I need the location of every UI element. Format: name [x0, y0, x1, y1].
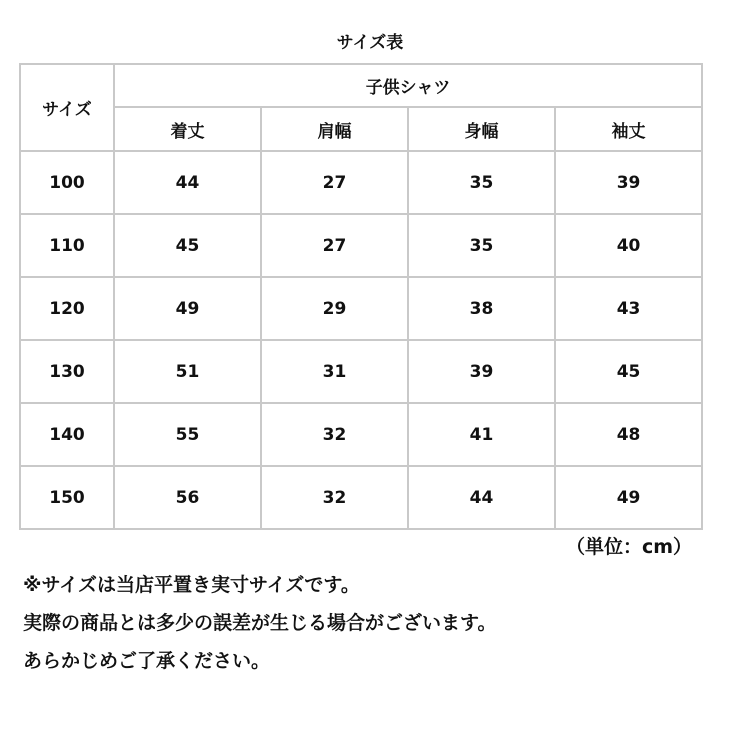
value-cell: 35: [408, 151, 555, 214]
value-cell: 44: [114, 151, 261, 214]
value-cell: 35: [408, 214, 555, 277]
size-cell: 100: [20, 151, 114, 214]
value-cell: 29: [261, 277, 408, 340]
table-row: [20, 151, 702, 214]
column-header-sleeve: 袖丈: [555, 107, 702, 151]
header-row-columns: [20, 107, 702, 151]
value-cell: 31: [261, 340, 408, 403]
value-cell: 27: [261, 214, 408, 277]
table-row: [20, 277, 702, 340]
size-cell: 110: [20, 214, 114, 277]
size-chart-title: サイズ表: [336, 33, 404, 53]
table-row: [20, 466, 702, 529]
note-line: ※サイズは当店平置き実寸サイズです。: [23, 574, 360, 596]
value-cell: 32: [261, 403, 408, 466]
size-cell: 120: [20, 277, 114, 340]
note-line: あらかじめご了承ください。: [23, 650, 271, 672]
value-cell: 32: [261, 466, 408, 529]
notes: [23, 566, 723, 680]
value-cell: 44: [408, 466, 555, 529]
value-cell: 45: [555, 340, 702, 403]
size-cell: 140: [20, 403, 114, 466]
header-row-group: [20, 64, 702, 107]
value-cell: 45: [114, 214, 261, 277]
table-row: [20, 403, 702, 466]
unit-label: （単位：cm）: [565, 536, 692, 558]
size-table: [19, 63, 703, 530]
column-header-chest: 身幅: [408, 107, 555, 151]
value-cell: 56: [114, 466, 261, 529]
group-header: 子供シャツ: [114, 64, 702, 107]
size-cell: 150: [20, 466, 114, 529]
value-cell: 48: [555, 403, 702, 466]
value-cell: 39: [408, 340, 555, 403]
value-cell: 39: [555, 151, 702, 214]
size-column-header: サイズ: [20, 64, 114, 151]
value-cell: 55: [114, 403, 261, 466]
value-cell: 27: [261, 151, 408, 214]
size-cell: 130: [20, 340, 114, 403]
value-cell: 51: [114, 340, 261, 403]
value-cell: 41: [408, 403, 555, 466]
value-cell: 40: [555, 214, 702, 277]
column-header-length: 着丈: [114, 107, 261, 151]
value-cell: 43: [555, 277, 702, 340]
value-cell: 49: [114, 277, 261, 340]
value-cell: 38: [408, 277, 555, 340]
table-row: [20, 214, 702, 277]
table-row: [20, 340, 702, 403]
column-header-shoulder: 肩幅: [261, 107, 408, 151]
value-cell: 49: [555, 466, 702, 529]
note-line: 実際の商品とは多少の誤差が生じる場合がございます。: [23, 612, 497, 634]
